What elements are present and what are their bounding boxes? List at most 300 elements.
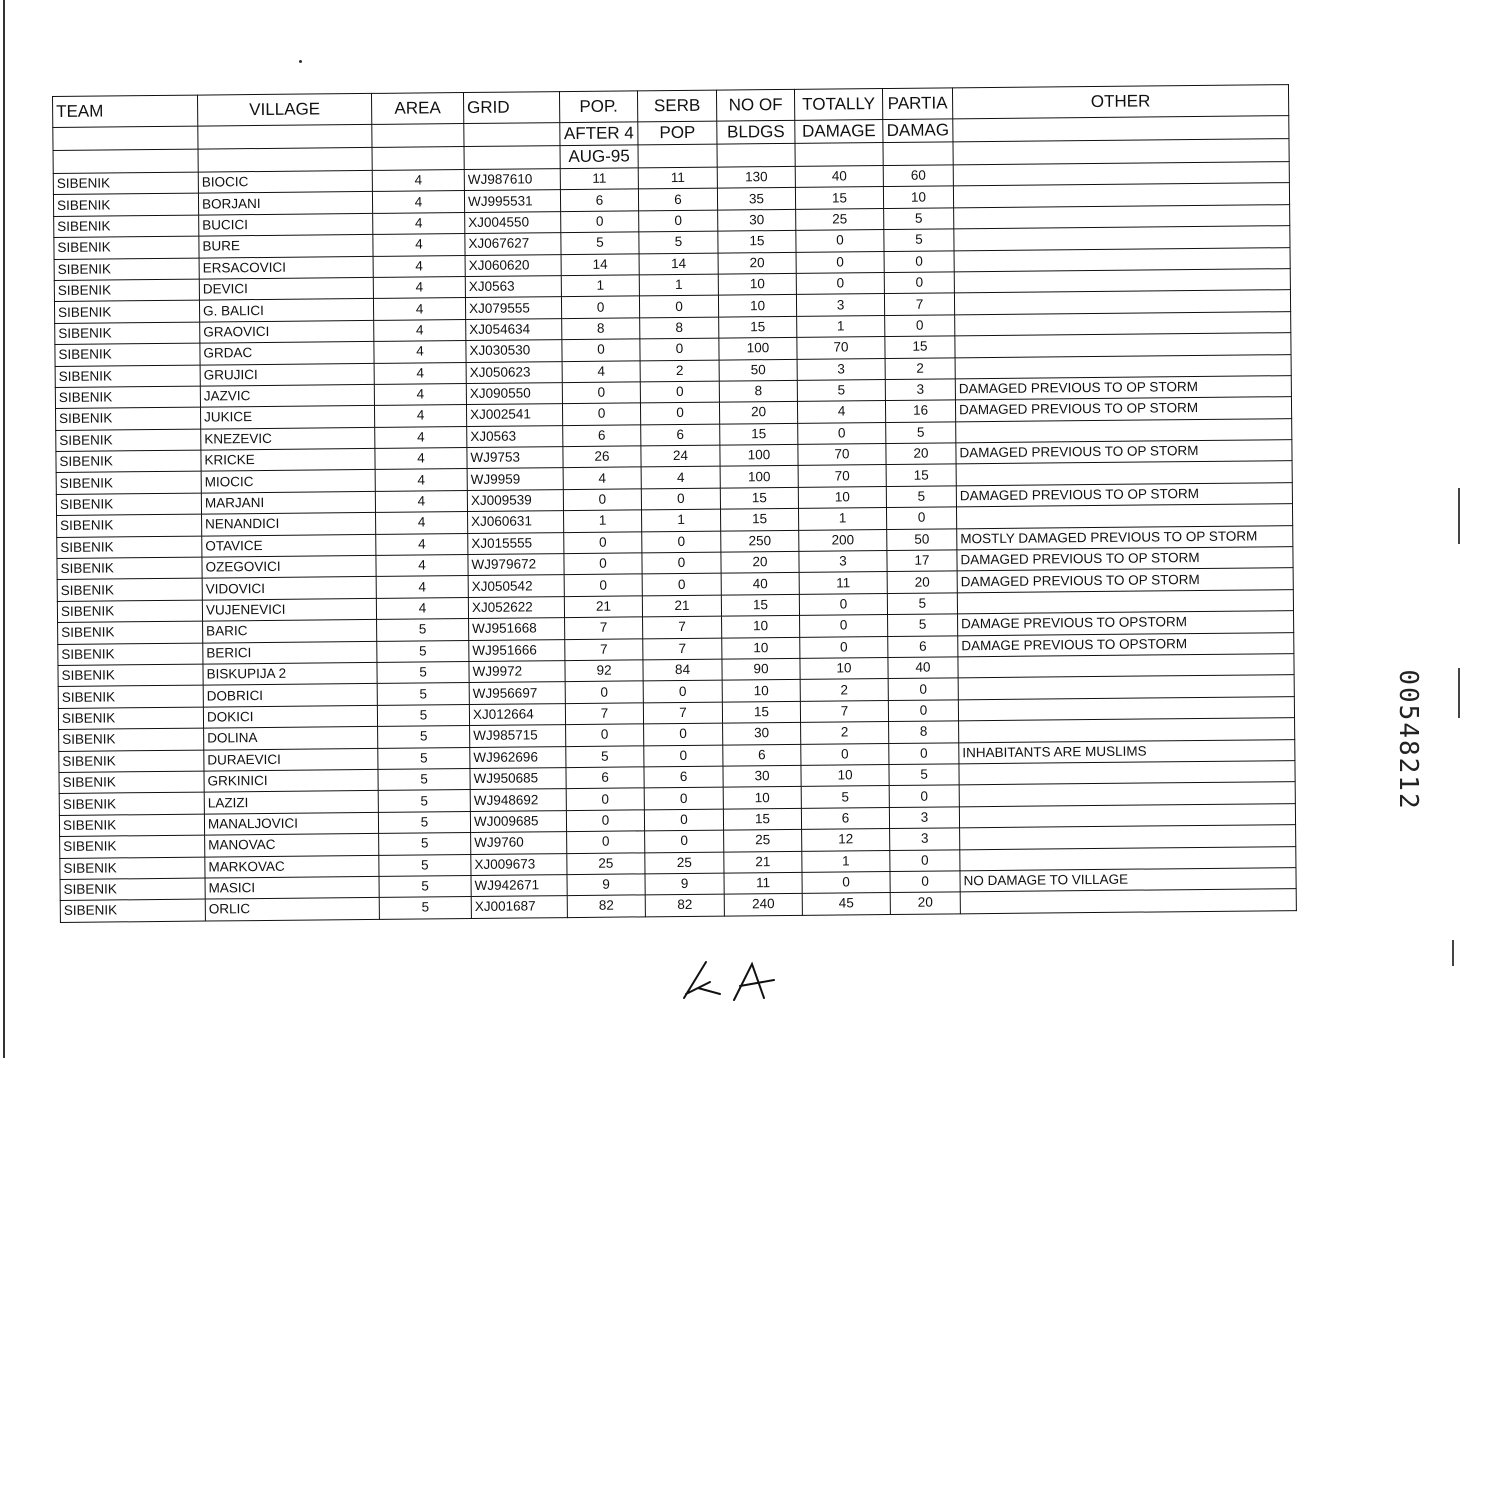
cell-totally: 0 — [799, 593, 887, 615]
cell-team: SIBENIK — [56, 472, 201, 495]
cell-area: 4 — [373, 298, 465, 320]
cell-totally: 11 — [799, 572, 887, 594]
cell-team: SIBENIK — [58, 707, 203, 730]
cell-grid: XJ060620 — [465, 254, 561, 276]
cell-bldgs: 90 — [722, 658, 800, 680]
cell-village: BIOCIC — [198, 170, 372, 193]
cell-bldgs: 10 — [718, 273, 796, 295]
village-damage-table — [52, 84, 1297, 923]
cell-village: OZEGOVICI — [202, 555, 376, 578]
cell-grid: WJ995531 — [464, 190, 560, 212]
cell-serb: 0 — [641, 488, 720, 510]
cell-team: SIBENIK — [55, 343, 200, 366]
header-team-2 — [53, 126, 198, 150]
cell-bldgs: 15 — [723, 808, 801, 830]
cell-bldgs: 20 — [721, 551, 799, 573]
cell-pop: 1 — [564, 510, 642, 532]
cell-pop: 5 — [561, 232, 639, 254]
cell-partial: 0 — [890, 849, 960, 871]
cell-pop: 0 — [563, 489, 641, 511]
cell-area: 5 — [378, 790, 470, 812]
cell-totally: 1 — [802, 850, 890, 872]
cell-totally: 0 — [800, 636, 888, 658]
cell-serb: 0 — [645, 830, 724, 852]
cell-bldgs: 20 — [719, 402, 797, 424]
cell-pop: 9 — [567, 874, 645, 896]
cell-partial: 0 — [889, 742, 959, 764]
cell-totally: 10 — [800, 657, 888, 679]
cell-team: SIBENIK — [57, 600, 202, 623]
cell-other: INHABITANTS ARE MUSLIMS — [959, 739, 1295, 764]
cell-serb: 0 — [640, 338, 719, 360]
cell-totally: 5 — [797, 379, 885, 401]
cell-bldgs: 10 — [723, 787, 801, 809]
cell-bldgs: 15 — [721, 594, 799, 616]
cell-serb: 84 — [643, 659, 722, 681]
cell-team: SIBENIK — [60, 878, 205, 901]
cell-village: BARIC — [203, 620, 377, 643]
cell-bldgs: 250 — [721, 530, 799, 552]
cell-grid: XJ004550 — [465, 211, 561, 233]
header-pop-3: AUG-95 — [560, 145, 638, 169]
cell-totally: 10 — [801, 764, 889, 786]
header-other-3 — [953, 139, 1289, 165]
cell-grid: WJ956697 — [469, 682, 565, 704]
cell-village: ERSACOVICI — [199, 256, 373, 279]
cell-grid: XJ079555 — [465, 297, 561, 319]
cell-grid: XJ060631 — [468, 511, 564, 533]
cell-serb: 0 — [642, 552, 721, 574]
cell-area: 5 — [377, 662, 469, 684]
cell-grid: WJ9959 — [467, 468, 563, 490]
cell-partial: 5 — [886, 422, 956, 444]
cell-bldgs: 15 — [720, 487, 798, 509]
cell-serb: 1 — [642, 509, 721, 531]
cell-team: SIBENIK — [58, 621, 203, 644]
cell-village: OTAVICE — [202, 534, 376, 557]
cell-totally: 3 — [799, 551, 887, 573]
header-partial-2: DAMAG — [883, 119, 953, 143]
cell-bldgs: 15 — [718, 231, 796, 253]
table-body — [53, 162, 1296, 923]
cell-pop: 0 — [566, 724, 644, 746]
cell-bldgs: 10 — [722, 637, 800, 659]
cell-area: 4 — [373, 255, 465, 277]
cell-grid: XJ054634 — [466, 318, 562, 340]
cell-grid: WJ950685 — [470, 768, 566, 790]
cell-team: SIBENIK — [54, 215, 199, 238]
cell-village: BERICI — [203, 641, 377, 664]
cell-totally: 25 — [796, 208, 884, 230]
cell-team: SIBENIK — [59, 814, 204, 837]
cell-bldgs: 240 — [724, 894, 802, 916]
cell-village: VUJENEVICI — [202, 598, 376, 621]
cell-partial: 17 — [887, 550, 957, 572]
cell-serb: 7 — [643, 702, 722, 724]
cell-totally: 70 — [798, 444, 886, 466]
cell-village: ORLIC — [205, 898, 379, 921]
cell-bldgs: 30 — [723, 722, 801, 744]
cell-serb: 7 — [643, 638, 722, 660]
cell-village: MIOCIC — [201, 470, 375, 493]
cell-bldgs: 15 — [720, 509, 798, 531]
cell-partial: 20 — [886, 443, 956, 465]
cell-serb: 82 — [645, 894, 724, 916]
cell-team: SIBENIK — [56, 450, 201, 473]
cell-team: SIBENIK — [59, 750, 204, 773]
cell-serb: 0 — [639, 210, 718, 232]
cell-area: 5 — [378, 768, 470, 790]
cell-bldgs: 6 — [723, 744, 801, 766]
header-bldgs-3 — [717, 143, 795, 167]
cell-pop: 7 — [565, 703, 643, 725]
cell-bldgs: 20 — [718, 252, 796, 274]
cell-serb: 8 — [640, 317, 719, 339]
cell-serb: 0 — [644, 745, 723, 767]
header-area: AREA — [371, 93, 463, 125]
cell-grid: XJ015555 — [468, 532, 564, 554]
cell-pop: 0 — [562, 339, 640, 361]
header-pop-2: AFTER 4 — [560, 122, 638, 146]
cell-pop: 25 — [567, 852, 645, 874]
cell-team: SIBENIK — [57, 579, 202, 602]
cell-totally: 6 — [801, 807, 889, 829]
cell-totally: 0 — [801, 743, 889, 765]
cell-serb: 1 — [639, 274, 718, 296]
cell-totally: 0 — [802, 871, 890, 893]
scan-mark — [1458, 488, 1460, 544]
cell-pop: 7 — [565, 638, 643, 660]
cell-village: KNEZEVIC — [201, 427, 375, 450]
cell-totally: 2 — [800, 679, 888, 701]
cell-area: 4 — [374, 383, 466, 405]
cell-serb: 0 — [640, 381, 719, 403]
cell-partial: 10 — [883, 186, 953, 208]
cell-area: 4 — [375, 426, 467, 448]
cell-village: DOKICI — [203, 705, 377, 728]
cell-partial: 0 — [888, 700, 958, 722]
cell-partial: 8 — [889, 721, 959, 743]
cell-pop: 5 — [566, 745, 644, 767]
cell-partial: 0 — [886, 507, 956, 529]
cell-village: MANOVAC — [205, 834, 379, 857]
document-number: 00548212 — [1393, 669, 1423, 811]
cell-grid: WJ948692 — [470, 789, 566, 811]
cell-other: DAMAGE PREVIOUS TO OPSTORM — [958, 611, 1294, 636]
cell-pop: 0 — [564, 532, 642, 554]
cell-team: SIBENIK — [54, 279, 199, 302]
cell-pop: 0 — [566, 810, 644, 832]
cell-bldgs: 100 — [719, 337, 797, 359]
cell-bldgs: 10 — [722, 616, 800, 638]
cell-pop: 0 — [567, 831, 645, 853]
cell-grid: WJ9753 — [467, 447, 563, 469]
cell-serb: 6 — [641, 424, 720, 446]
cell-partial: 50 — [887, 528, 957, 550]
cell-village: MASICI — [205, 876, 379, 899]
cell-grid: WJ979672 — [468, 554, 564, 576]
header-grid: GRID — [463, 92, 559, 124]
cell-serb: 6 — [638, 189, 717, 211]
cell-area: 5 — [378, 726, 470, 748]
cell-pop: 0 — [561, 211, 639, 233]
cell-totally: 0 — [796, 230, 884, 252]
cell-area: 4 — [374, 405, 466, 427]
cell-totally: 1 — [798, 508, 886, 530]
cell-pop: 4 — [563, 467, 641, 489]
cell-totally: 7 — [800, 700, 888, 722]
header-partial-3 — [883, 142, 953, 166]
cell-village: BURE — [199, 235, 373, 258]
cell-grid: WJ9972 — [469, 661, 565, 683]
cell-partial: 3 — [885, 379, 955, 401]
cell-pop: 0 — [566, 788, 644, 810]
cell-bldgs: 15 — [720, 423, 798, 445]
cell-other: DAMAGED PREVIOUS TO OP STORM — [955, 397, 1291, 422]
cell-partial: 5 — [887, 593, 957, 615]
cell-team: SIBENIK — [55, 365, 200, 388]
cell-other — [960, 889, 1296, 914]
cell-village: DEVICI — [199, 277, 373, 300]
cell-totally: 4 — [797, 401, 885, 423]
header-area-3 — [372, 147, 464, 171]
cell-area: 5 — [377, 683, 469, 705]
cell-serb: 24 — [641, 445, 720, 467]
cell-area: 4 — [375, 469, 467, 491]
cell-village: MARJANI — [201, 491, 375, 514]
cell-pop: 8 — [562, 318, 640, 340]
cell-team: SIBENIK — [54, 300, 199, 323]
cell-partial: 5 — [886, 486, 956, 508]
cell-pop: 0 — [565, 681, 643, 703]
cell-totally: 12 — [802, 829, 890, 851]
cell-partial: 15 — [885, 336, 955, 358]
cell-team: SIBENIK — [56, 493, 201, 516]
cell-area: 4 — [373, 234, 465, 256]
cell-bldgs: 100 — [720, 466, 798, 488]
cell-grid: WJ962696 — [470, 746, 566, 768]
cell-totally: 70 — [798, 465, 886, 487]
cell-partial: 2 — [885, 357, 955, 379]
cell-partial: 3 — [890, 828, 960, 850]
cell-pop: 0 — [562, 403, 640, 425]
cell-grid: WJ951666 — [469, 639, 565, 661]
cell-team: SIBENIK — [53, 193, 198, 216]
cell-totally: 40 — [795, 166, 883, 188]
cell-grid: WJ951668 — [469, 618, 565, 640]
cell-totally: 3 — [796, 294, 884, 316]
cell-other: DAMAGE PREVIOUS TO OPSTORM — [958, 632, 1294, 657]
cell-village: MARKOVAC — [205, 855, 379, 878]
cell-team: SIBENIK — [54, 236, 199, 259]
cell-grid: WJ985715 — [470, 725, 566, 747]
cell-team: SIBENIK — [58, 664, 203, 687]
header-bldgs: NO OF — [716, 89, 794, 121]
cell-pop: 14 — [561, 253, 639, 275]
cell-bldgs: 35 — [717, 188, 795, 210]
cell-partial: 7 — [884, 293, 954, 315]
cell-totally: 70 — [797, 337, 885, 359]
cell-other: DAMAGED PREVIOUS TO OP STORM — [956, 440, 1292, 465]
cell-team: SIBENIK — [59, 728, 204, 751]
cell-village: KRICKE — [201, 448, 375, 471]
cell-totally: 1 — [797, 315, 885, 337]
cell-village: BISKUPIJA 2 — [203, 662, 377, 685]
cell-area: 5 — [379, 875, 471, 897]
cell-grid: XJ090550 — [466, 383, 562, 405]
cell-pop: 0 — [564, 574, 642, 596]
cell-pop: 82 — [567, 895, 645, 917]
cell-totally: 3 — [797, 358, 885, 380]
cell-bldgs: 30 — [718, 209, 796, 231]
cell-grid: WJ9760 — [471, 832, 567, 854]
cell-village: LAZIZI — [204, 791, 378, 814]
cell-grid: XJ050542 — [468, 575, 564, 597]
cell-totally: 15 — [795, 187, 883, 209]
cell-bldgs: 21 — [724, 851, 802, 873]
header-village-2 — [198, 124, 372, 149]
cell-partial: 40 — [888, 657, 958, 679]
cell-area: 5 — [377, 619, 469, 641]
cell-totally: 2 — [801, 722, 889, 744]
cell-area: 5 — [379, 833, 471, 855]
cell-pop: 21 — [564, 596, 642, 618]
cell-team: SIBENIK — [57, 557, 202, 580]
cell-serb: 0 — [644, 809, 723, 831]
header-partial: PARTIA — [882, 88, 952, 120]
cell-team: SIBENIK — [56, 407, 201, 430]
cell-area: 4 — [374, 319, 466, 341]
cell-partial: 15 — [886, 464, 956, 486]
cell-totally: 5 — [801, 786, 889, 808]
cell-serb: 21 — [642, 595, 721, 617]
cell-partial: 5 — [884, 229, 954, 251]
cell-village: G. BALICI — [199, 299, 373, 322]
header-serb-2: POP — [638, 121, 717, 145]
cell-area: 4 — [376, 512, 468, 534]
cell-area: 4 — [376, 555, 468, 577]
cell-area: 5 — [378, 747, 470, 769]
cell-pop: 6 — [566, 767, 644, 789]
cell-pop: 92 — [565, 660, 643, 682]
header-area-2 — [372, 124, 464, 148]
cell-serb: 0 — [644, 723, 723, 745]
header-pop: POP. — [559, 91, 637, 123]
speck — [299, 60, 302, 63]
header-team: TEAM — [53, 95, 198, 127]
cell-grid: XJ050623 — [466, 361, 562, 383]
cell-partial: 5 — [888, 614, 958, 636]
cell-bldgs: 8 — [719, 380, 797, 402]
cell-area: 4 — [375, 490, 467, 512]
cell-area: 4 — [376, 597, 468, 619]
cell-village: BUCICI — [199, 213, 373, 236]
cell-totally: 200 — [799, 529, 887, 551]
page-edge — [3, 0, 5, 1058]
survey-table-container — [52, 84, 1296, 922]
cell-totally: 0 — [798, 422, 886, 444]
cell-bldgs: 50 — [719, 359, 797, 381]
cell-bldgs: 30 — [723, 765, 801, 787]
cell-partial: 20 — [887, 571, 957, 593]
cell-village: GRKINICI — [204, 769, 378, 792]
cell-area: 4 — [376, 533, 468, 555]
cell-area: 4 — [372, 191, 464, 213]
handwritten-initials — [676, 958, 786, 1004]
cell-pop: 0 — [561, 296, 639, 318]
cell-serb: 0 — [640, 402, 719, 424]
cell-pop: 0 — [562, 382, 640, 404]
cell-serb: 4 — [641, 467, 720, 489]
cell-bldgs: 10 — [722, 680, 800, 702]
cell-serb: 0 — [639, 295, 718, 317]
cell-village: GRAOVICI — [200, 320, 374, 343]
cell-grid: XJ001687 — [471, 896, 567, 918]
cell-village: DURAEVICI — [204, 748, 378, 771]
cell-area: 4 — [374, 341, 466, 363]
cell-partial: 6 — [888, 635, 958, 657]
table-header — [53, 85, 1290, 174]
header-village-3 — [198, 147, 372, 172]
cell-area: 4 — [373, 276, 465, 298]
cell-grid: XJ030530 — [466, 340, 562, 362]
cell-partial: 3 — [889, 807, 959, 829]
cell-village: DOBRICI — [203, 684, 377, 707]
scan-mark — [1458, 668, 1460, 718]
cell-totally: 0 — [796, 251, 884, 273]
cell-bldgs: 10 — [718, 295, 796, 317]
cell-area: 5 — [377, 640, 469, 662]
cell-serb: 11 — [638, 167, 717, 189]
cell-totally: 0 — [796, 272, 884, 294]
cell-pop: 6 — [563, 425, 641, 447]
cell-other: MOSTLY DAMAGED PREVIOUS TO OP STORM — [957, 525, 1293, 550]
cell-village: VIDOVICI — [202, 577, 376, 600]
cell-team: SIBENIK — [54, 258, 199, 281]
header-other-2 — [953, 116, 1289, 142]
cell-area: 5 — [379, 854, 471, 876]
cell-pop: 4 — [562, 360, 640, 382]
cell-village: DOLINA — [204, 727, 378, 750]
cell-partial: 60 — [883, 165, 953, 187]
cell-team: SIBENIK — [57, 514, 202, 537]
header-village: VILLAGE — [197, 93, 371, 126]
cell-area: 4 — [374, 362, 466, 384]
cell-team: SIBENIK — [60, 899, 205, 922]
cell-pop: 6 — [560, 189, 638, 211]
cell-serb: 0 — [642, 574, 721, 596]
cell-area: 4 — [375, 448, 467, 470]
cell-bldgs: 25 — [724, 829, 802, 851]
cell-grid: XJ009673 — [471, 853, 567, 875]
cell-area: 5 — [378, 811, 470, 833]
cell-other: DAMAGED PREVIOUS TO OP STORM — [955, 376, 1291, 401]
cell-grid: XJ002541 — [466, 404, 562, 426]
header-other: OTHER — [952, 85, 1288, 119]
cell-partial: 0 — [884, 250, 954, 272]
cell-team: SIBENIK — [60, 857, 205, 880]
cell-pop: 11 — [560, 168, 638, 190]
cell-serb: 5 — [639, 231, 718, 253]
cell-serb: 2 — [640, 360, 719, 382]
cell-team: SIBENIK — [58, 643, 203, 666]
cell-grid: XJ0563 — [465, 276, 561, 298]
header-grid-3 — [464, 146, 560, 170]
cell-serb: 14 — [639, 253, 718, 275]
scan-mark — [1452, 940, 1454, 966]
cell-bldgs: 11 — [724, 872, 802, 894]
cell-grid: WJ987610 — [464, 169, 560, 191]
